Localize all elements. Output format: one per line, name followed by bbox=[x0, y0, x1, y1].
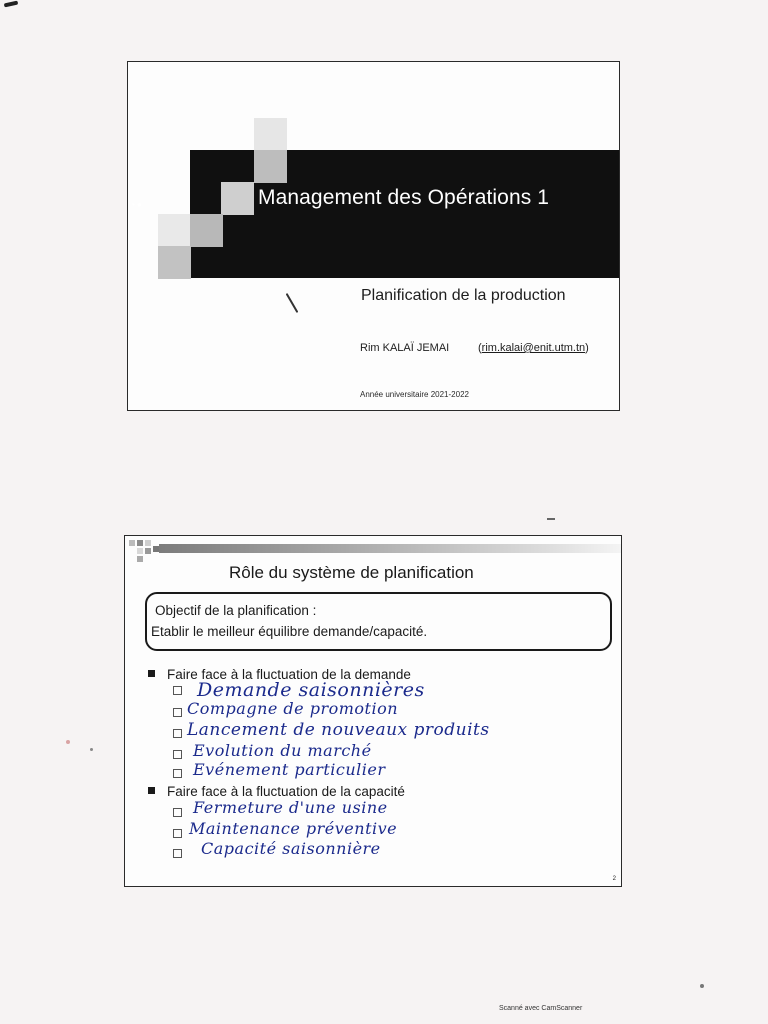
handwritten-note: Lancement de nouveaux produits bbox=[187, 720, 490, 740]
author-name: Rim KALAÏ JEMAI bbox=[360, 342, 450, 354]
slide-bullets: • ● bbox=[132, 200, 142, 209]
objective-box bbox=[145, 592, 612, 651]
checkbox-bullet-icon bbox=[173, 750, 182, 759]
section-heading-capacity bbox=[148, 784, 405, 799]
checkbox-bullet-icon bbox=[173, 708, 182, 717]
list-item bbox=[173, 829, 188, 841]
page-number: 2 bbox=[612, 876, 616, 882]
scan-mark bbox=[66, 740, 70, 744]
objective-text: Etablir le meilleur équilibre demande/capacité. bbox=[151, 624, 428, 639]
author-email bbox=[478, 342, 589, 354]
section-heading-text: Faire face à la fluctuation de la demande bbox=[167, 667, 411, 682]
checkbox-bullet-icon bbox=[173, 729, 182, 738]
email-close-paren: ) bbox=[585, 342, 589, 354]
checkbox-bullet-icon bbox=[173, 849, 182, 858]
handwritten-note: Evénement particulier bbox=[193, 760, 386, 779]
scan-mark bbox=[90, 748, 93, 751]
decorative-square bbox=[190, 214, 223, 247]
square-bullet-icon bbox=[148, 787, 155, 794]
list-item bbox=[173, 769, 188, 781]
slide-title: Management des Opérations 1 bbox=[258, 186, 550, 209]
list-item bbox=[173, 808, 188, 820]
scan-speck bbox=[4, 1, 19, 8]
email-open-paren: ( bbox=[478, 342, 482, 354]
handwritten-note: Maintenance préventive bbox=[189, 819, 398, 838]
section-heading-text: Faire face à la fluctuation de la capacité bbox=[167, 784, 405, 799]
list-item bbox=[173, 708, 188, 720]
checkbox-bullet-icon bbox=[173, 808, 182, 817]
list-item bbox=[173, 750, 188, 762]
scanner-footer: Scanné avec CamScanner bbox=[499, 1005, 583, 1012]
decorative-square bbox=[254, 150, 287, 183]
checkbox-bullet-icon bbox=[173, 686, 182, 695]
checkbox-bullet-icon bbox=[173, 829, 182, 838]
email-link[interactable]: rim.kalai@enit.utm.tn bbox=[481, 342, 586, 354]
slide-subtitle: Planification de la production bbox=[361, 287, 566, 304]
handwritten-note: Compagne de promotion bbox=[187, 699, 399, 718]
handwritten-note: Fermeture d'une usine bbox=[193, 798, 388, 817]
content-slide bbox=[124, 535, 622, 887]
decorative-square bbox=[158, 246, 191, 279]
slide-title: Rôle du système de planification bbox=[229, 563, 474, 582]
list-item bbox=[173, 686, 188, 698]
handwritten-note: Capacité saisonnière bbox=[201, 839, 381, 858]
handwritten-note: Evolution du marché bbox=[193, 741, 372, 760]
handwritten-note: Demande saisonnières bbox=[197, 679, 425, 701]
square-bullet-icon bbox=[148, 670, 155, 677]
decorative-square bbox=[221, 182, 254, 215]
top-gradient-bar bbox=[159, 544, 621, 553]
academic-year: Année universitaire 2021-2022 bbox=[360, 390, 469, 399]
scan-mark bbox=[547, 518, 555, 520]
checkbox-bullet-icon bbox=[173, 769, 182, 778]
title-slide bbox=[127, 61, 620, 411]
list-item bbox=[173, 849, 188, 861]
objective-label: Objectif de la planification : bbox=[155, 603, 317, 618]
scan-mark bbox=[700, 984, 704, 988]
list-item bbox=[173, 729, 188, 741]
